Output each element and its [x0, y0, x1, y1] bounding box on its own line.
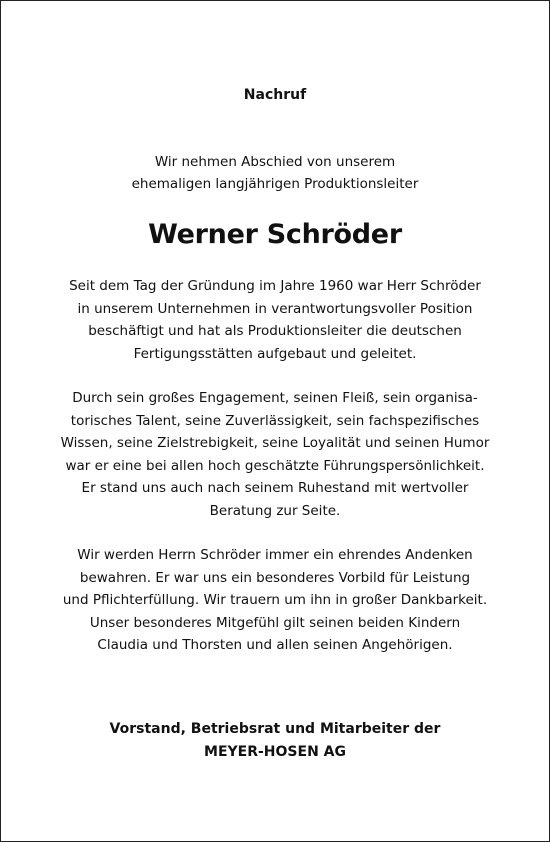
paragraph-tribute — [1, 387, 549, 522]
paragraph-line: Er stand uns auch nach seinem Ruhestand mit wertvoller — [81, 480, 469, 496]
paragraph-line: Wir werden Herrn Schröder immer ein ehrendes Andenken — [77, 547, 473, 563]
intro-line: Wir nehmen Abschied von unserem — [154, 154, 396, 170]
signature-line: Vorstand, Betriebsrat und Mitarbeiter der — [109, 721, 441, 737]
notice-heading: Nachruf — [243, 87, 307, 103]
paragraph-line: Wissen, seine Zielstrebigkeit, seine Loyalität und seinen Humor — [60, 435, 490, 451]
paragraph-line: Fertigungsstätten aufgebaut und geleitet. — [133, 345, 417, 362]
paragraph-line: beschäftigt und hat als Produktionsleiter die deutschen — [88, 323, 462, 339]
paragraph-line: Beratung zur Seite. — [209, 502, 341, 519]
paragraph-line: torisches Talent, seine Zuverlässigkeit, sein fachspezifisches — [70, 412, 480, 429]
paragraph-line: Durch sein großes Engagement, seinen Fleiß, sein organisa- — [72, 390, 478, 406]
intro-text — [1, 151, 549, 195]
paragraph-line: Seit dem Tag der Gründung im Jahre 1960 war Herr Schröder — [69, 278, 481, 294]
paragraph-line: und Pflichterfüllung. Wir trauern um ihn in großer Dankbarkeit. — [62, 592, 488, 608]
paragraph-line: war er eine bei allen hoch geschätzte Führungspersönlichkeit. — [65, 457, 485, 474]
paragraph-line: Unser besonderes Mitgefühl gilt seinen beiden Kindern — [89, 614, 461, 631]
deceased-name: Werner Schröder — [148, 219, 402, 250]
paragraph-line: Claudia und Thorsten und allen seinen Angehörigen. — [97, 637, 453, 653]
paragraph-career — [1, 275, 549, 365]
intro-line: ehemaligen langjährigen Produktionsleiter — [131, 176, 419, 192]
signature-block — [1, 718, 549, 764]
paragraph-remembrance — [1, 544, 549, 657]
company-name: MEYER-HOSEN AG — [204, 744, 346, 760]
paragraph-line: in unserem Unternehmen in verantwortungsvoller Position — [77, 300, 473, 317]
paragraph-line: bewahren. Er war uns ein besonderes Vorbild für Leistung — [79, 569, 471, 586]
